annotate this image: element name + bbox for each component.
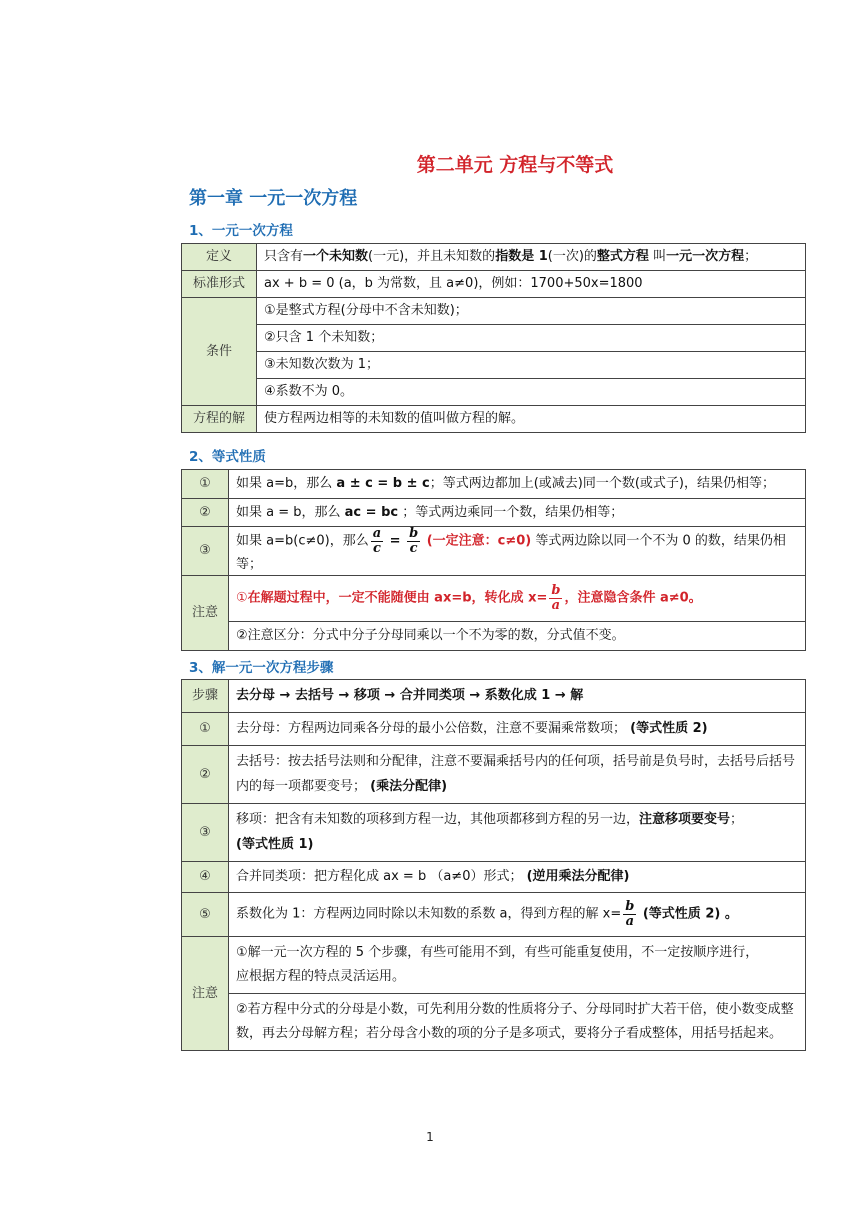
- formula: a ± c = b ± c: [336, 476, 430, 492]
- text: 应根据方程的特点灵活运用。: [236, 969, 406, 984]
- text: 系数化为 1：方程两边同时除以未知数的系数 a，得到方程的解 x=: [236, 907, 622, 922]
- text: ①: [236, 590, 248, 606]
- table-row: [182, 527, 806, 576]
- text: (一次)的: [547, 249, 597, 265]
- step-text: [229, 746, 806, 804]
- row-label: ①: [182, 470, 229, 499]
- table-row: [182, 575, 806, 621]
- warning-text: 在解题过程中，一定不能随便由 ax=b，转化成 x=: [247, 590, 548, 606]
- note-text: [229, 937, 806, 994]
- text: ①解一元一次方程的 5 个步骤，有些可能用不到，有些可能重复使用，不一定按顺序进行，: [236, 944, 759, 960]
- table-row: [182, 352, 806, 379]
- fraction-denominator: a: [551, 597, 561, 613]
- table-linear-equation: [181, 243, 806, 433]
- fraction-numerator: a: [372, 526, 382, 541]
- table-row: [182, 937, 806, 994]
- chapter-title: 第一章 一元一次方程: [189, 188, 358, 209]
- text: ；等式两边都加上(或减去)同一个数(或式子)，结果仍相等；: [429, 476, 776, 492]
- text: ；等式两边乘同一个数，结果仍相等；: [398, 504, 624, 520]
- table-row: [182, 713, 806, 746]
- property-text: [229, 499, 806, 527]
- table-row: [182, 298, 806, 325]
- text-bold: 注意移项要变号: [639, 812, 731, 828]
- row-label: ②: [182, 746, 229, 804]
- condition-item: ③未知数次数为 1；: [257, 352, 806, 379]
- table-row: [182, 862, 806, 893]
- page-title: 第二单元 方程与不等式: [416, 154, 614, 176]
- row-label: 标准形式: [182, 271, 257, 298]
- text: 。: [720, 907, 738, 922]
- table-equality-properties: [181, 469, 806, 651]
- row-label: 步骤: [182, 680, 229, 713]
- text-bold: (等式性质 2): [638, 907, 721, 922]
- row-label: ②: [182, 499, 229, 527]
- row-label: 注意: [182, 575, 229, 650]
- table-row: [182, 994, 806, 1051]
- row-label: ④: [182, 862, 229, 893]
- property-text: [229, 527, 806, 576]
- section-heading-2: 2、等式性质: [189, 449, 266, 465]
- text: ；: [744, 249, 758, 265]
- text-bold: (逆用乘法分配律): [526, 869, 630, 885]
- row-label: ③: [182, 804, 229, 862]
- steps-summary: 去分母 → 去括号 → 移项 → 合并同类项 → 系数化成 1 → 解: [229, 680, 806, 713]
- row-label: ③: [182, 527, 229, 576]
- row-label: 注意: [182, 937, 229, 1051]
- fraction: [407, 527, 420, 555]
- text-bold: 指数是 1: [495, 249, 548, 265]
- row-label: ⑤: [182, 893, 229, 937]
- section-heading-1: 1、一元一次方程: [189, 223, 293, 239]
- table-row: [182, 893, 806, 937]
- table-row: [182, 804, 806, 862]
- text: 去括号：按去括号法则和分配律，注意不要漏乘括号内的任何项，括号前是负号时，去括号后括号内的每一项都要变号；: [236, 754, 796, 794]
- fraction: [623, 900, 636, 928]
- table-row: [182, 621, 806, 650]
- text: (一元)，并且未知数的: [368, 249, 496, 265]
- table-row: [182, 470, 806, 499]
- text-bold: (等式性质 2): [630, 721, 708, 737]
- step-text: [229, 804, 806, 862]
- table-row: [182, 499, 806, 527]
- table-row: [182, 325, 806, 352]
- text-bold: (乘法分配律): [370, 778, 448, 794]
- text: 等式两边除以同一个不为 0 的数，结果仍相等；: [236, 533, 786, 573]
- text: ；: [730, 812, 744, 828]
- standard-form-text: ax + b = 0 (a，b 为常数，且 a≠0)，例如：1700+50x=1800: [257, 271, 806, 298]
- text: 合并同类项：把方程化成 ax = b （a≠0）形式；: [236, 869, 527, 885]
- condition-item: ①是整式方程(分母中不含未知数)；: [257, 298, 806, 325]
- fraction: [549, 584, 562, 612]
- fraction-denominator: c: [409, 540, 418, 556]
- fraction-numerator: b: [409, 526, 419, 541]
- note-text: ②注意区分：分式中分子分母同乘以一个不为零的数，分式值不变。: [229, 621, 806, 650]
- fraction-numerator: b: [551, 583, 561, 599]
- condition-item: ④系数不为 0。: [257, 379, 806, 406]
- text-bold: 一个未知数: [303, 249, 369, 265]
- section-heading-3: 3、解一元一次方程步骤: [189, 660, 334, 676]
- note-text: ②若方程中分式的分母是小数，可先利用分数的性质将分子、分母同时扩大若干倍，使小数变成整数，再去分母解方程；若分母含小数的项的分子是多项式，要将分子看成整体，用括号括起来。: [229, 994, 806, 1051]
- equals-sign: =: [385, 533, 406, 549]
- table-row: [182, 271, 806, 298]
- text-bold: 整式方程: [596, 249, 649, 265]
- formula: ac = bc: [344, 504, 399, 520]
- fraction-denominator: a: [625, 914, 634, 929]
- table-row: [182, 406, 806, 433]
- warning-text: ，注意隐含条件 a≠0。: [564, 590, 702, 606]
- text: 如果 a = b，那么: [236, 504, 345, 520]
- fraction: [371, 527, 383, 555]
- note-text: [229, 575, 806, 621]
- row-label: 定义: [182, 244, 257, 271]
- fraction-denominator: c: [372, 540, 381, 556]
- table-row: [182, 680, 806, 713]
- text: 如果 a=b，那么: [236, 476, 337, 492]
- table-row: [182, 379, 806, 406]
- text: 移项：把含有未知数的项移到方程一边，其他项都移到方程的另一边，: [236, 812, 640, 828]
- definition-text: [257, 244, 806, 271]
- row-label: 条件: [182, 298, 257, 406]
- warning-text: (一定注意：c≠0): [422, 533, 532, 549]
- table-row: [182, 244, 806, 271]
- text: 叫: [648, 249, 667, 265]
- row-label: 方程的解: [182, 406, 257, 433]
- condition-item: ②只含 1 个未知数；: [257, 325, 806, 352]
- table-row: [182, 746, 806, 804]
- text: 只含有: [264, 249, 304, 265]
- table-solving-steps: [181, 679, 806, 1051]
- fraction-numerator: b: [625, 899, 635, 915]
- text-bold: 一元一次方程: [666, 249, 745, 265]
- page-number: 1: [426, 1130, 434, 1144]
- solution-text: 使方程两边相等的未知数的值叫做方程的解。: [257, 406, 806, 433]
- text: 如果 a=b(c≠0)，那么: [236, 533, 369, 549]
- step-text: [229, 893, 806, 937]
- text-bold: (等式性质 1): [236, 836, 314, 852]
- step-text: [229, 713, 806, 746]
- text: 去分母：方程两边同乘各分母的最小公倍数，注意不要漏乘常数项；: [236, 721, 631, 737]
- row-label: ①: [182, 713, 229, 746]
- property-text: [229, 470, 806, 499]
- step-text: [229, 862, 806, 893]
